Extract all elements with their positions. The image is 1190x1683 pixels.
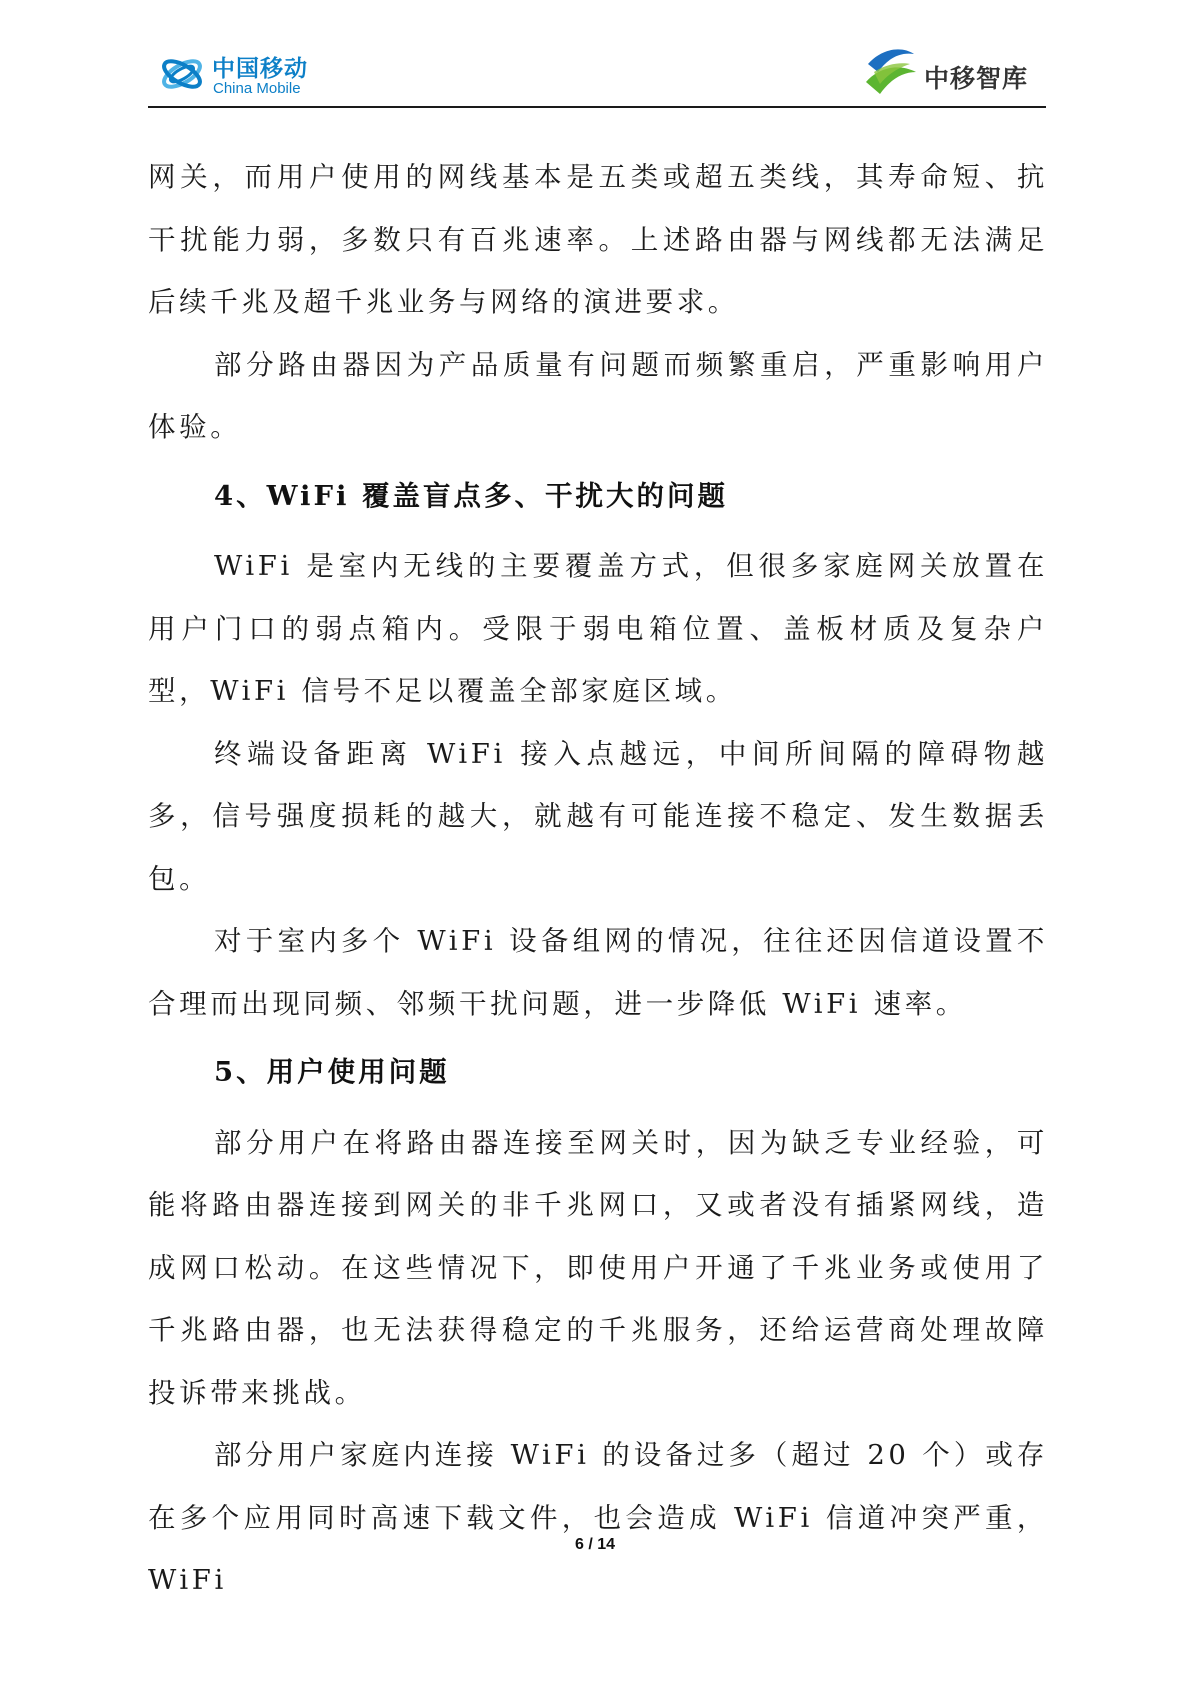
- paragraph-wifi-coverage: WiFi 是室内无线的主要覆盖方式，但很多家庭网关放置在用户门口的弱点箱内。受限于弱电箱位置、盖板材质及复杂户型，WiFi 信号不足以覆盖全部家庭区域。: [148, 550, 1048, 707]
- zhongyi-think-tank-logo: [860, 42, 1050, 106]
- paragraph-user-connection: 部分用户在将路由器连接至网关时，因为缺乏专业经验，可能将路由器连接到网关的非千兆网口，又或者没有插紧网线，造成网口松动。在这些情况下，即使用户开通了千兆业务或使用了千兆路由器，也无法获得稳定的千兆服务，还给运营商处理故障投诉带来挑战。: [148, 1126, 1048, 1409]
- paragraph-channel-interference: 对于室内多个 WiFi 设备组网的情况，往往还因信道设置不合理而出现同频、邻频干扰问题，进一步降低 WiFi 速率。: [148, 925, 1048, 1020]
- china-mobile-name-en: China Mobile: [213, 80, 301, 97]
- document-body: [148, 146, 1048, 1612]
- paragraph-too-many-devices: 部分用户家庭内连接 WiFi 的设备过多（超过 20 个）或存在多个应用同时高速下载文件，也会造成 WiFi 信道冲突严重，WiFi: [148, 1439, 1048, 1596]
- page-header: [148, 38, 1048, 110]
- think-tank-leaf-icon: [860, 42, 920, 104]
- china-mobile-name-cn: 中国移动: [212, 56, 308, 82]
- section-heading-wifi-coverage: 4、WiFi 覆盖盲点多、干扰大的问题: [214, 479, 729, 512]
- think-tank-name: 中移智库: [924, 64, 1029, 93]
- page-number: 6 / 14: [574, 1536, 616, 1553]
- china-mobile-logo: [158, 46, 418, 106]
- paragraph-signal-loss: 终端设备距离 WiFi 接入点越远，中间所间隔的障碍物越多，信号强度损耗的越大，就越有可能连接不稳定、发生数据丢包。: [148, 737, 1048, 895]
- paragraph-router-restart: 部分路由器因为产品质量有问题而频繁重启，严重影响用户体验。: [148, 348, 1048, 443]
- paragraph-gateway-cable: 网关，而用户使用的网线基本是五类或超五类线，其寿命短、抗干扰能力弱，多数只有百兆速率。上述路由器与网线都无法满足后续千兆及超千兆业务与网络的演进要求。: [148, 161, 1048, 318]
- section-heading-user-usage: 5、用户使用问题: [214, 1056, 450, 1088]
- china-mobile-swirl-icon: [158, 50, 206, 98]
- header-divider: [148, 106, 1046, 108]
